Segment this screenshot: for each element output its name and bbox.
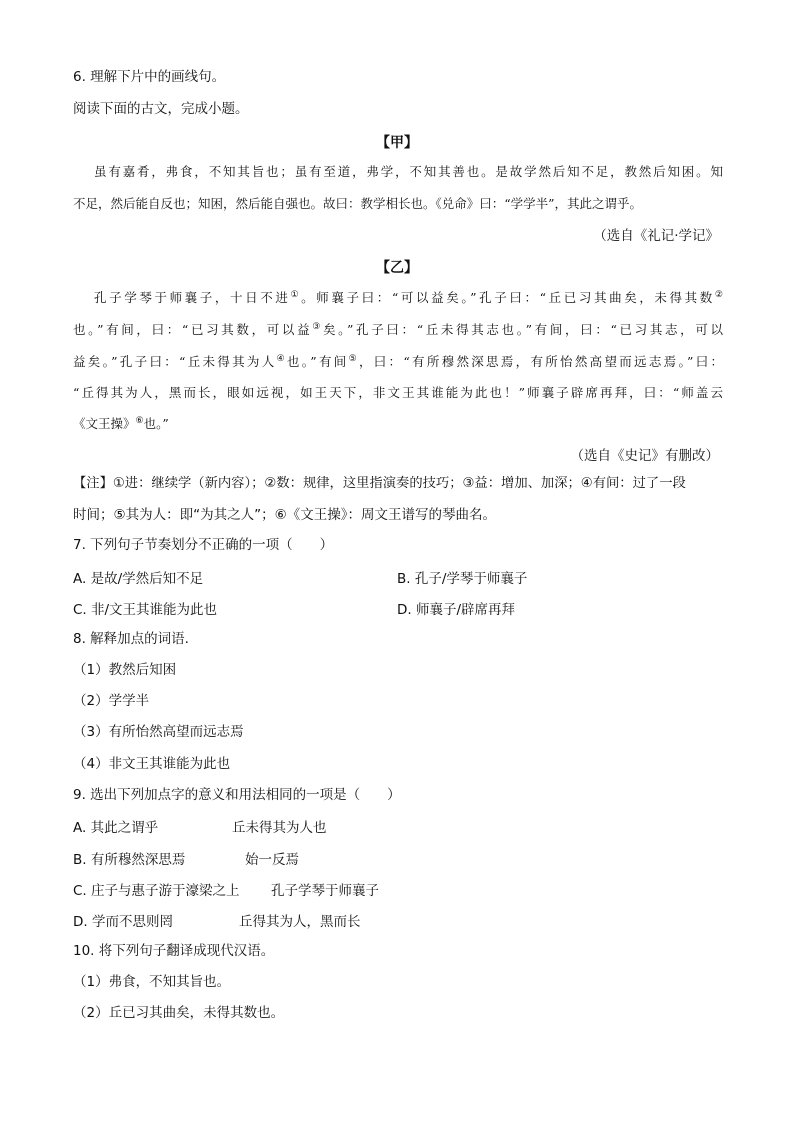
passage-jia-line: 不足，然后能自反也；知困，然后能自强也。故曰：教学相长也。《兑命》曰：“学学半”，其此之谓乎。 xyxy=(73,196,643,211)
question-9-option-c-pair: 孔子学琴于师襄子 xyxy=(271,883,379,899)
question-9-option-a-pair: 丘未得其为人也 xyxy=(232,820,327,836)
annotation-note: 【注】①进：继续学（新内容）；②数：规律，这里指演奏的技巧；③益：增加、加深；④有间：过了一段 xyxy=(73,476,686,491)
question-8-item: （2）学学半 xyxy=(73,693,150,709)
reading-instruction: 阅读下面的古文，完成小题。 xyxy=(73,101,249,117)
question-7-option-b: B. 孔子/学琴于师襄子 xyxy=(397,571,528,587)
question-10-item: （1）弗食，不知其旨也。 xyxy=(73,974,231,990)
question-9-option-d-pair: 丘得其为人，黑而长 xyxy=(239,914,361,930)
passage-jia-heading: 【甲】 xyxy=(376,135,418,151)
passage-yi-source: （选自《史记》有删改） xyxy=(570,448,719,464)
question-10-stem: 10. 将下列句子翻译成现代汉语。 xyxy=(73,943,275,959)
passage-yi-line: 也。”有间，曰：“已习其数，可以益③矣。”孔子曰：“丘未得其志也。”有间，曰：“已习其志，可以 xyxy=(73,321,723,337)
question-10-item: （2）丘已习其曲矣，未得其数也。 xyxy=(73,1005,285,1021)
passage-yi-line: “丘得其为人，黑而长，眼如远视，如王天下，非文王其谁能为此也！”师襄子辟席再拜，曰：“师盖云 xyxy=(73,385,723,400)
passage-jia-line: 虽有嘉肴，弗食，不知其旨也；虽有至道，弗学，不知其善也。是故学然后知不足，教然后知困。知 xyxy=(94,164,723,179)
question-8-item: （4）非文王其谁能为此也 xyxy=(73,756,231,772)
question-6: 6. 理解下片中的画线句。 xyxy=(73,69,226,85)
question-7-stem: 7. 下列句子节奏划分不正确的一项（ ） xyxy=(73,537,334,553)
annotation-note: 时间；⑤其为人：即“为其之人”；⑥《文王操》：周文王谱写的琴曲名。 xyxy=(73,507,496,523)
question-9-option-b: B. 有所穆然深思焉 xyxy=(73,852,186,868)
passage-jia-source: （选自《礼记·学记》 xyxy=(593,228,719,244)
question-9-option-a: A. 其此之谓乎 xyxy=(73,820,159,836)
question-7-option-d: D. 师襄子/辟席再拜 xyxy=(397,602,516,618)
question-9-option-b-pair: 始一反焉 xyxy=(245,852,299,868)
question-9-option-d: D. 学而不思则罔 xyxy=(73,914,173,930)
passage-yi-line: 《文王操》⑥也。” xyxy=(73,415,169,431)
question-9-stem: 9. 选出下列加点字的意义和用法相同的一项是（ ） xyxy=(73,787,401,803)
question-7-option-c: C. 非/文王其谁能为此也 xyxy=(73,602,218,618)
passage-yi-line: 孔子学琴于师襄子，十日不进①。师襄子曰：“可以益矣。”孔子曰：“丘已习其曲矣，未得其数② xyxy=(94,289,723,305)
passage-yi-line: 益矣。”孔子曰：“丘未得其为人④也。”有间⑤，曰：“有所穆然深思焉，有所怡然高望而远志焉。”曰： xyxy=(73,353,723,369)
question-8-item: （1）教然后知困 xyxy=(73,662,177,678)
question-9-option-c: C. 庄子与惠子游于濠梁之上 xyxy=(73,883,240,899)
question-7-option-a: A. 是故/学然后知不足 xyxy=(73,571,204,587)
question-8-stem: 8. 解释加点的词语. xyxy=(73,631,189,647)
question-8-item: （3）有所怡然高望而远志焉 xyxy=(73,724,244,740)
passage-yi-heading: 【乙】 xyxy=(376,260,418,276)
